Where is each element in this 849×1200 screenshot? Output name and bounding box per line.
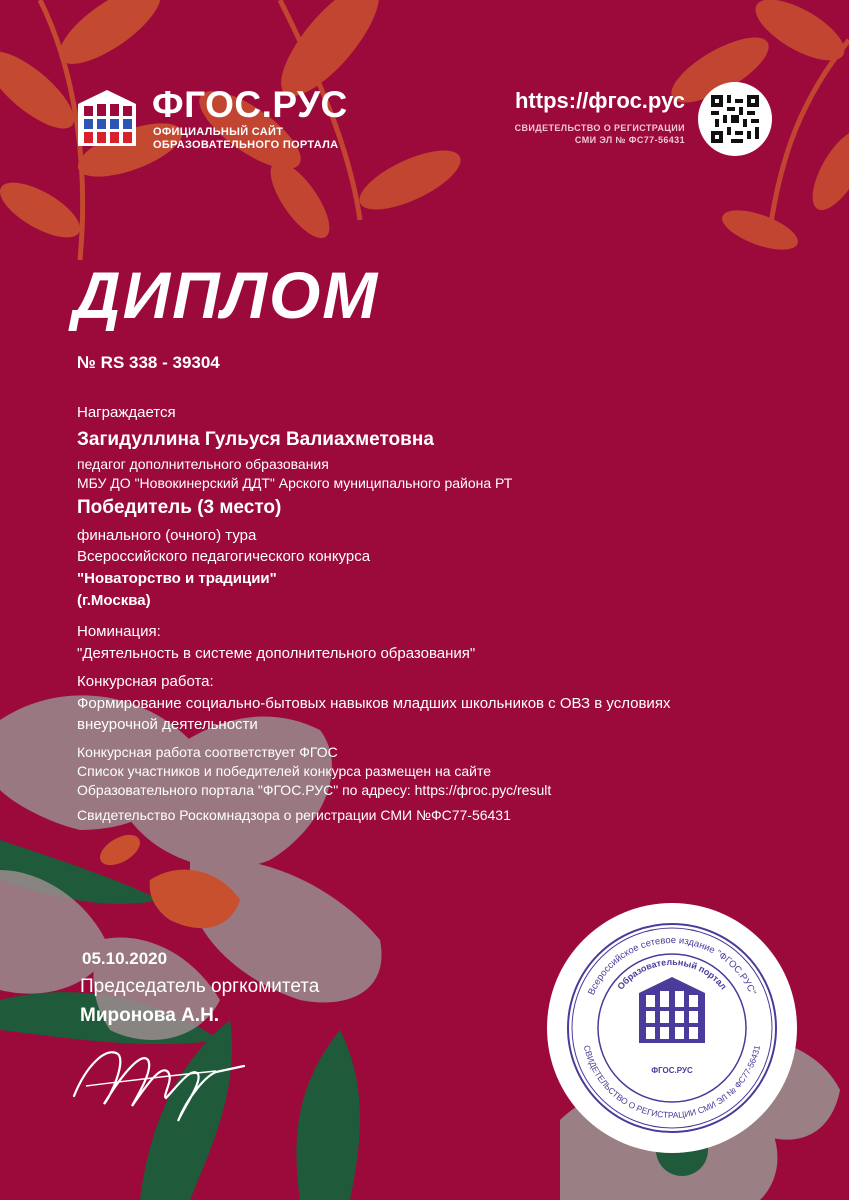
svg-text:СВИДЕТЕЛЬСТВО О РЕГИСТРАЦИИ СМ (582, 1044, 762, 1120)
contest-city: (г.Москва) (77, 592, 151, 609)
awarded-label: Награждается (77, 404, 176, 421)
issue-date: 05.10.2020 (82, 949, 168, 968)
flag-building-icon (76, 86, 138, 148)
official-stamp (547, 903, 797, 1153)
brand-title: ФГОС.РУС (152, 84, 348, 125)
award-place: Победитель (3 место) (77, 497, 282, 518)
stamp-bottom-text: СВИДЕТЕЛЬСТВО О РЕГИСТРАЦИИ СМИ ЭЛ № ФС77-56431 (581, 1044, 763, 1121)
recipient-organization: МБУ ДО "Новокинерский ДДТ" Арского муниципального района РТ (77, 475, 513, 491)
diploma-number: № RS 338 - 39304 (77, 353, 220, 372)
registration-info (515, 122, 685, 146)
nomination-label: Номинация: (77, 623, 161, 640)
recipient-name: Загидуллина Гульуся Валиахметовна (77, 429, 434, 450)
registration-line-2: СМИ ЭЛ № ФС77-56431 (574, 135, 685, 145)
chair-title: Председатель оргкомитета (80, 976, 320, 997)
list-note-line-2: Образовательного портала "ФГОС.РУС" по адресу: https://фгос.рус/result (77, 782, 552, 798)
nomination-value: "Деятельность в системе дополнительного образования" (77, 645, 476, 662)
stamp-inner-text: Образовательный портал (615, 956, 729, 992)
signature-icon (66, 1026, 246, 1126)
site-url: https://фгос.рус (514, 88, 685, 113)
qr-badge (698, 82, 772, 156)
contest-stage: финального (очного) тура (77, 527, 257, 544)
roskomnadzor-note: Свидетельство Роскомнадзора о регистрации СМИ №ФС77-56431 (77, 807, 511, 823)
brand-subtitle-line-1: ОФИЦИАЛЬНЫЙ САЙТ (153, 126, 284, 138)
contest-name: "Новаторство и традиции" (77, 570, 277, 587)
stamp-center-text: ФГОС.РУС (651, 1066, 693, 1075)
diploma-title: ДИПЛОМ (73, 258, 380, 332)
recipient-position: педагог дополнительного образования (77, 456, 329, 472)
work-label: Конкурсная работа: (77, 673, 214, 690)
chair-name: Миронова А.Н. (80, 1005, 220, 1026)
contest-type: Всероссийского педагогического конкурса (77, 548, 371, 565)
qr-code-icon (711, 95, 759, 143)
brand-subtitle (153, 126, 338, 152)
brand-subtitle-line-2: ОБРАЗОВАТЕЛЬНОГО ПОРТАЛА (153, 139, 339, 151)
work-title-line-1: Формирование социально-бытовых навыков младших школьников с ОВЗ в условиях (77, 695, 671, 712)
registration-line-1: СВИДЕТЕЛЬСТВО О РЕГИСТРАЦИИ (514, 123, 685, 133)
stamp-outer-text: Всероссийское сетевое издание "ФГОС.РУС" (586, 934, 758, 997)
work-title-line-2: внеурочной деятельности (77, 716, 258, 733)
list-note-line-1: Список участников и победителей конкурса размещен на сайте (77, 763, 492, 779)
fgos-note: Конкурсная работа соответствует ФГОС (77, 744, 338, 760)
seal-icon (547, 903, 797, 1153)
